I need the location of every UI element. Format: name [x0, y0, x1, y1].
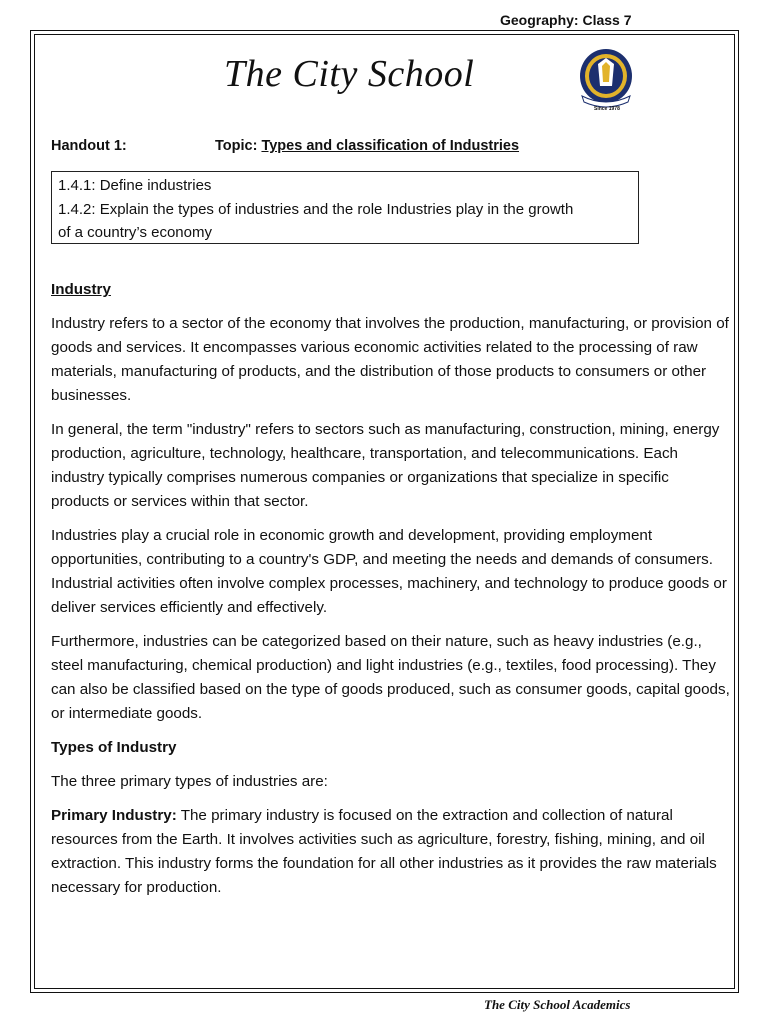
school-crest-logo: [572, 46, 640, 114]
industry-heading: Industry: [51, 281, 111, 298]
topic-value: Types and classification of Industries: [261, 138, 520, 154]
school-title: The City School: [224, 53, 475, 95]
types-heading: Types of Industry: [51, 739, 177, 756]
primary-industry-label: Primary Industry:: [51, 807, 177, 824]
objective-line: 1.4.1: Define industries: [58, 177, 212, 194]
types-intro: The three primary types of industries are:: [51, 773, 328, 790]
objective-line: 1.4.2: Explain the types of industries and the role Industries play in the growth: [58, 200, 574, 218]
handout-content: [51, 278, 731, 910]
objective-line: of a country’s economy: [58, 224, 212, 241]
industry-paragraph: Industries play a crucial role in economic growth and development, providing employment opportunities, contributing to a country's GDP, and meeting the needs and demands of consumers. Industrial activities often involve complex processes, machinery, and technology to produce goods or deliver services efficiently and effectively.: [51, 527, 727, 616]
primary-industry-text: The primary industry is focused on the extraction and collection of natural resources from the Earth. It involves activities such as agriculture, forestry, fishing, mining, and oil extraction. This industry forms the foundation for all other industries as it provides the raw materials necessary for production.: [51, 807, 717, 896]
industry-paragraph: In general, the term "industry" refers to sectors such as manufacturing, construction, mining, energy production, agriculture, technology, healthcare, transportation, and telecommunications. Each industry typically comprises numerous companies or organizations that specialize in specific products or services within that sector.: [51, 421, 720, 510]
industry-paragraph: Furthermore, industries can be categorized based on their nature, such as heavy industries (e.g., steel manufacturing, chemical production) and light industries (e.g., textiles, food processing). They can also be classified based on the type of goods produced, such as consumer goods, capital goods, or intermediate goods.: [51, 633, 730, 722]
learning-objectives-box: [51, 171, 639, 244]
industry-paragraph: Industry refers to a sector of the economy that involves the production, manufacturing, or provision of goods and services. It encompasses various economic activities related to the processing of raw materials, manufacturing of products, and the distribution of those products to consumers or other businesses.: [51, 315, 729, 404]
footer-brand: The City School Academics: [484, 997, 631, 1012]
handout-label: Handout 1:: [51, 138, 127, 154]
topic-label: Topic:: [215, 138, 258, 154]
crest-caption: Since 1978: [594, 106, 620, 112]
subject-class-label: Geography: Class 7: [500, 12, 632, 28]
primary-industry-paragraph: [51, 804, 731, 900]
topic-line: [215, 138, 519, 154]
